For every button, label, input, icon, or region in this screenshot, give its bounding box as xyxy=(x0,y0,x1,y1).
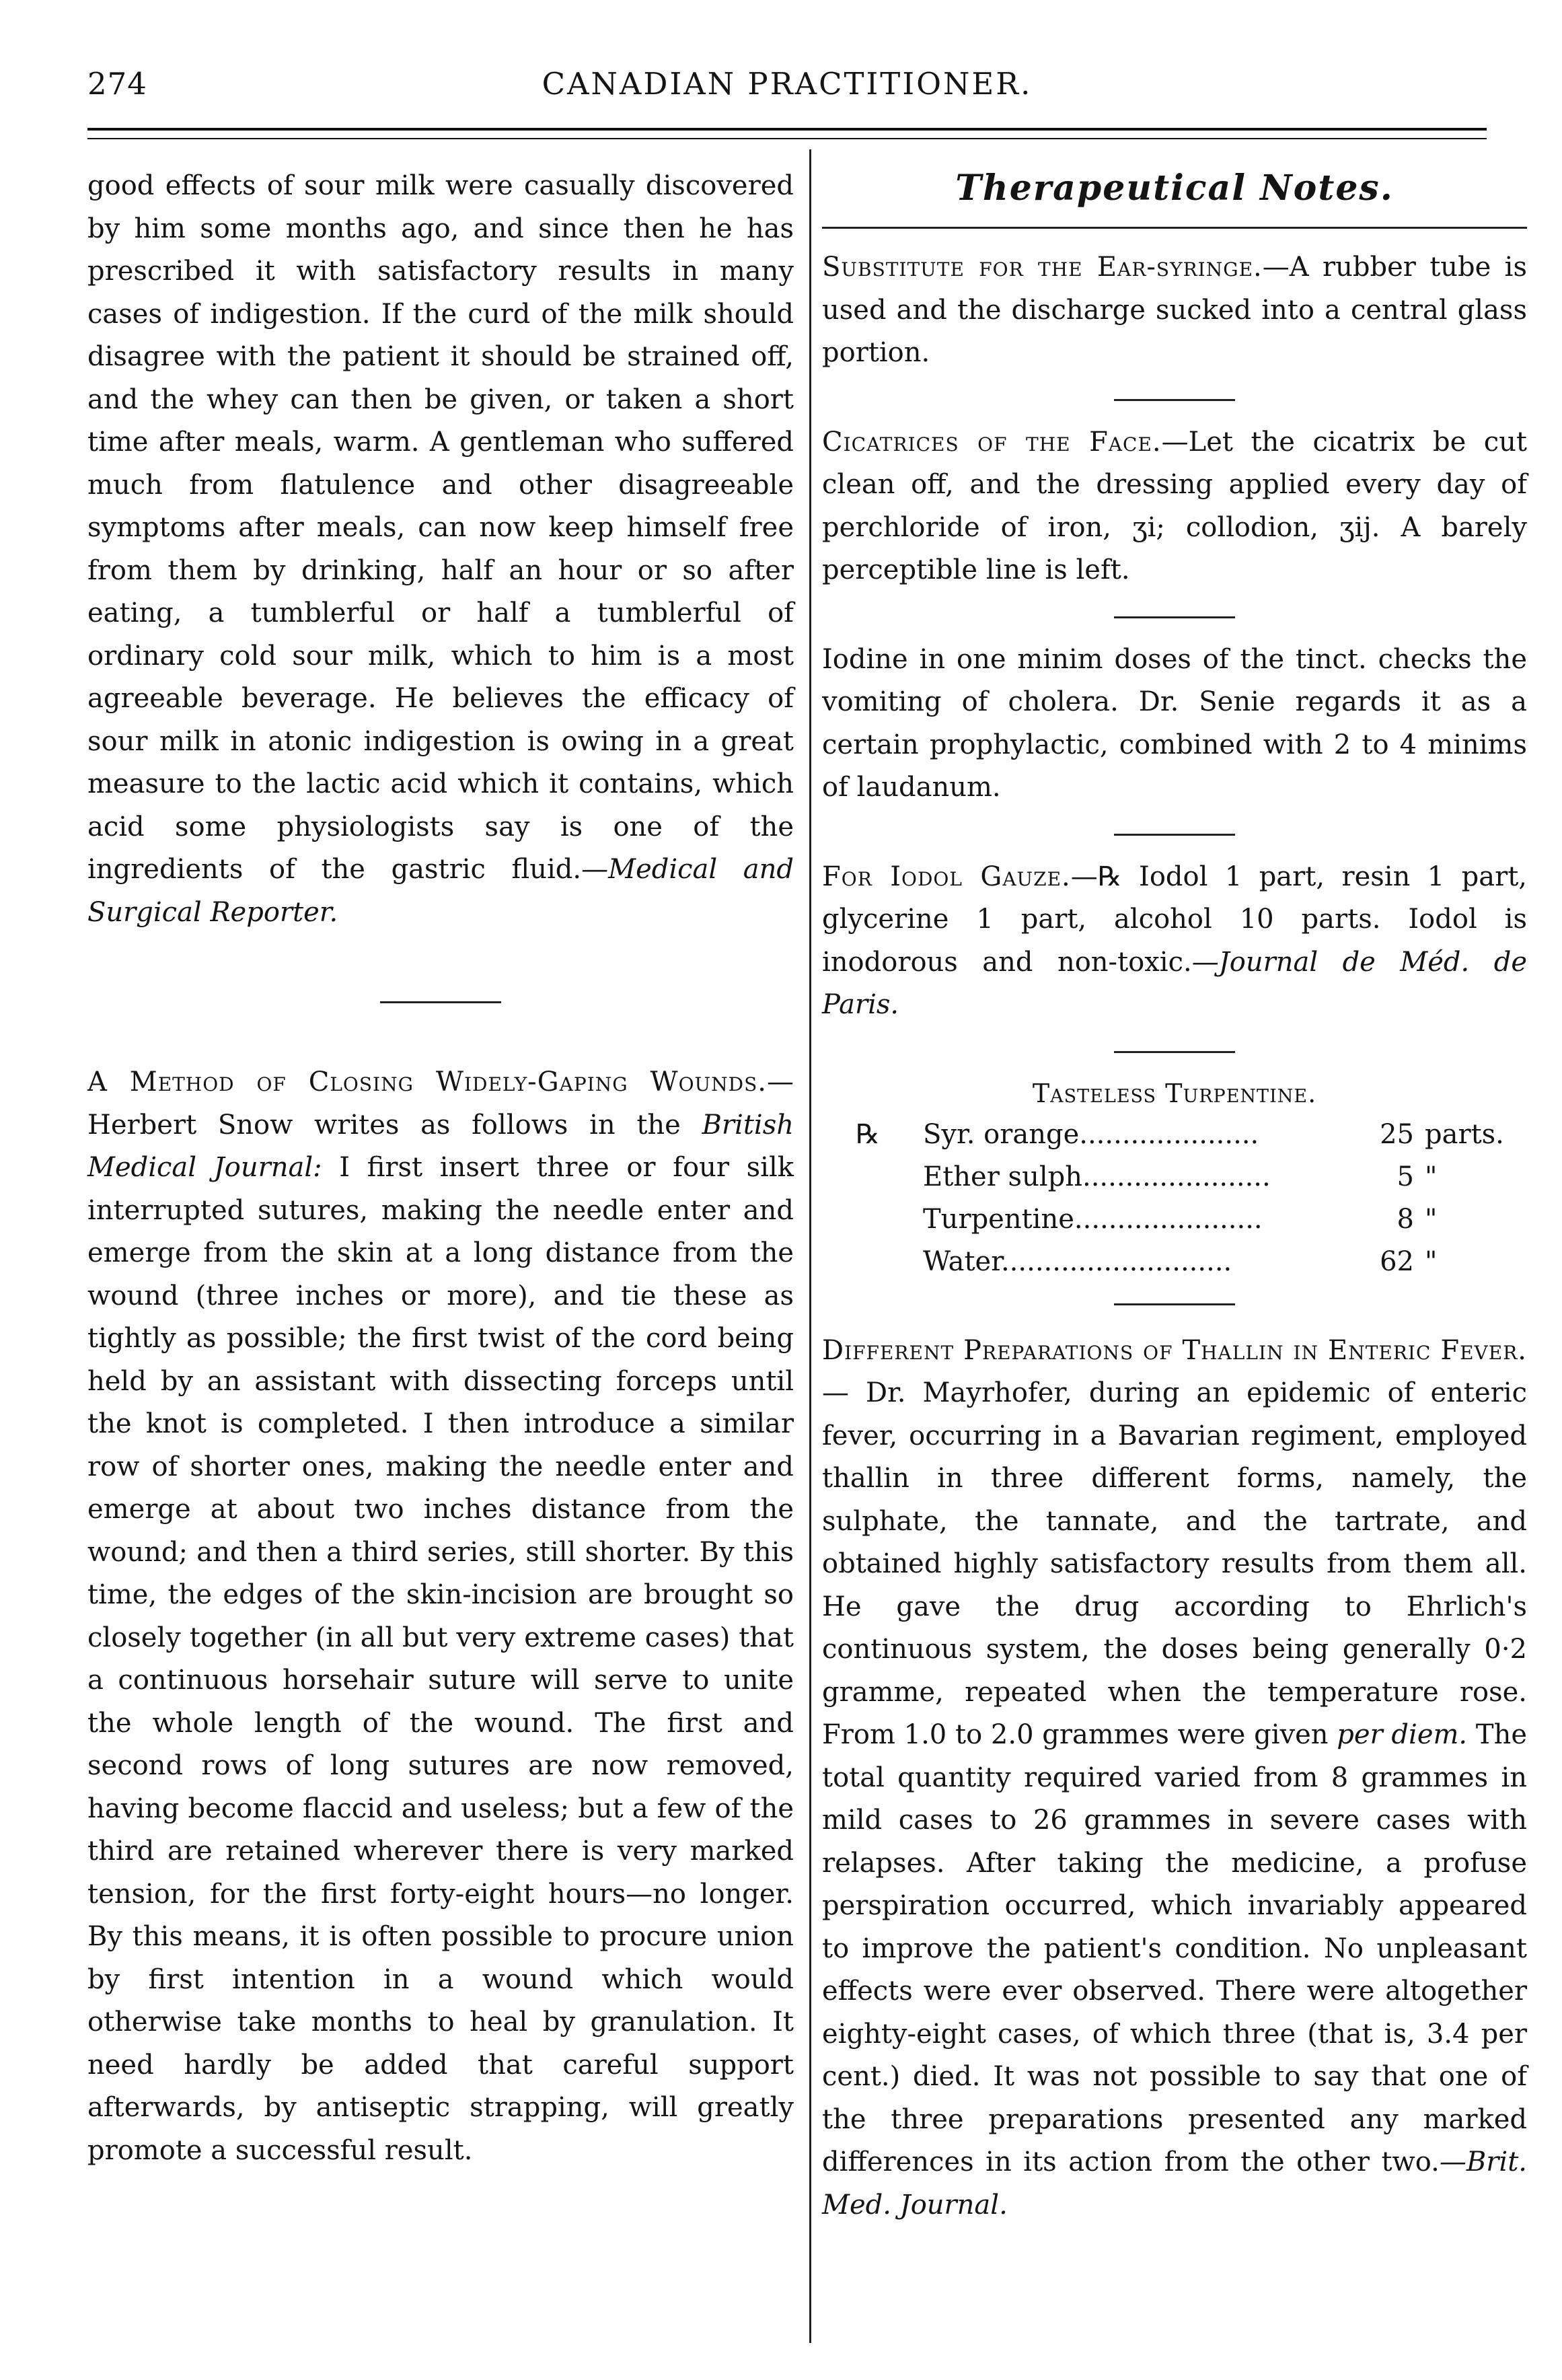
prescription-item: Syr. orange..................... xyxy=(923,1118,1259,1150)
prescription-table xyxy=(856,1114,1527,1283)
thallin-heading: Different Preparations of Thallin in Enteric Fever. xyxy=(822,1334,1527,1366)
prescription-unit: " xyxy=(1425,1161,1438,1192)
ear-syringe-note xyxy=(822,246,1527,375)
cicatrices-heading: Cicatrices of the Face. xyxy=(822,426,1162,458)
therapeutical-notes-title: Therapeutical Notes. xyxy=(955,168,1394,209)
iodol-gauze-heading: For Iodol Gauze. xyxy=(822,861,1071,892)
header-rule-thick xyxy=(87,128,1487,131)
prescription-quantity: 62 xyxy=(1380,1246,1414,1277)
prescription-row xyxy=(856,1156,1527,1198)
wound-closing-article xyxy=(87,1061,794,2172)
ear-syringe-heading: Substitute for the Ear-syringe. xyxy=(822,252,1263,283)
column-divider xyxy=(809,149,811,2343)
wound-closing-lead: —Herbert Snow writes as follows in the xyxy=(87,1067,794,1141)
prescription-quantity: 8 xyxy=(1397,1203,1414,1235)
prescription-item: Water........................... xyxy=(923,1246,1232,1277)
sour-milk-text: good effects of sour milk were casually discovered by him some months ago, and since then he has prescribed it with satisfactory results in many cases of indigestion. If the curd of the milk should disagree with the patient it should be strained off, and the whey can then be given, or taken a short time after meals, warm. A gentleman who suffered much from flatulence and other disagreeable symptoms after meals, can now keep himself free from them by drinking, half an hour or so after eating, a tumblerful or half a tumblerful of ordinary cold sour milk, which to him is a most agreeable beverage. He believes the efficacy of sour milk in atonic indigestion is owing in a great measure to the lactic acid which it contains, which acid some physiologists say is one of the ingredients of the gastric fluid. xyxy=(87,170,794,885)
cicatrices-note xyxy=(822,421,1527,592)
right-column xyxy=(822,165,1527,2227)
header-rule-thin xyxy=(87,138,1487,139)
page-header xyxy=(87,66,1487,113)
wound-closing-journal: British Medical Journal: xyxy=(87,1109,794,1183)
thallin-body-b: The total quantity required varied from 8 grammes in mild cases to 26 grammes in severe cases with relapses. After taking the medicine, a profuse perspiration occurred, which invariably appeared to improve the patient's condition. No unpleasant effects were ever observed. There were altogether eighty-eight cases, of which three (that is, 3.4 per cent.) died. It was not possible to say that one of the three preparations presented any marked differences in its action from the other two. xyxy=(822,1719,1528,2177)
sour-milk-paragraph xyxy=(87,165,794,934)
ear-syringe-body: —A rubber tube is used and the discharge sucked into a central glass portion. xyxy=(822,252,1528,368)
prescription-quantity: 5 xyxy=(1397,1161,1414,1192)
prescription-unit: " xyxy=(1425,1203,1438,1235)
wound-closing-heading: A Method of Closing Widely-Gaping Wounds. xyxy=(87,1067,767,1097)
wound-closing-body: I first insert three or four silk interrupted sutures, making the needle enter and emerge from the skin at a long distance from the wound (three inches or more), and tie these as tightly as possible; the first twist of the cord being held by an assistant with dissecting forceps until the knot is completed. I then introduce a similar row of shorter ones, making the needle enter and emerge at about two inches distance from the wound; and then a third series, still shorter. By this time, the edges of the skin-incision are brought so closely together (in all but very extreme cases) that a continuous horsehair suture will serve to unite the whole length of the wound. The first and second rows of long sutures are now removed, having become flaccid and useless; but a few of the third are retained wherever there is very marked tension, for the first forty-eight hours—no longer. By this means, it is often possible to procure union by first intention in a wound which would otherwise take months to heal by granulation. It need hardly be added that careful support afterwards, by antiseptic strapping, will greatly promote a successful result. xyxy=(87,1152,794,2166)
left-column xyxy=(87,165,794,2172)
thallin-body-a: — Dr. Mayrhofer, during an epidemic of enteric fever, occurring in a Bavarian regiment, employed thallin in three different forms, namely, the sulphate, the tannate, and the tartrate, and obtained highly satisfactory results from them all. He gave the drug according to Ehrlich's continuous system, the doses being generally 0·2 gramme, repeated when the temperature rose. From 1.0 to 2.0 grammes were given xyxy=(822,1377,1527,1750)
prescription-unit: parts. xyxy=(1425,1118,1504,1150)
thallin-per-diem: per diem. xyxy=(1337,1719,1468,1750)
running-title: CANADIAN PRACTITIONER. xyxy=(542,66,1033,102)
sour-milk-source: —Medical and Surgical Reporter. xyxy=(87,854,794,928)
iodine-note: Iodine in one minim doses of the tinct. checks the vomiting of cholera. Dr. Senie regards it as a certain prophylactic, combined with 2 to 4 minims of laudanum. xyxy=(822,643,1527,803)
iodol-gauze-source: —Journal de Méd. de Paris. xyxy=(822,946,1527,1020)
prescription-unit: " xyxy=(1425,1246,1438,1277)
thallin-note xyxy=(822,1330,1527,2227)
prescription-row xyxy=(856,1198,1527,1241)
iodol-gauze-body: —℞ Iodol 1 part, resin 1 part, glycerine 1 part, alcohol 10 parts. Iodol is inodorous and non-toxic. xyxy=(822,861,1527,978)
thallin-source: —Brit. Med. Journal. xyxy=(822,2147,1527,2221)
page-number: 274 xyxy=(87,66,147,102)
iodol-gauze-note xyxy=(822,856,1527,1027)
prescription-row xyxy=(856,1241,1527,1283)
cicatrices-body: —Let the cicatrix be cut clean off, and the dressing applied every day of perchloride of iron, ʒi; collodion, ʒij. A barely perceptible line is left. xyxy=(822,426,1527,585)
prescription-quantity: 25 xyxy=(1380,1118,1414,1150)
prescription-row xyxy=(856,1114,1527,1156)
tasteless-turpentine-title: Tasteless Turpentine. xyxy=(1032,1078,1317,1108)
recipe-symbol: ℞ xyxy=(856,1118,880,1150)
prescription-item: Turpentine...................... xyxy=(923,1203,1263,1235)
prescription-item: Ether sulph...................... xyxy=(923,1161,1271,1192)
